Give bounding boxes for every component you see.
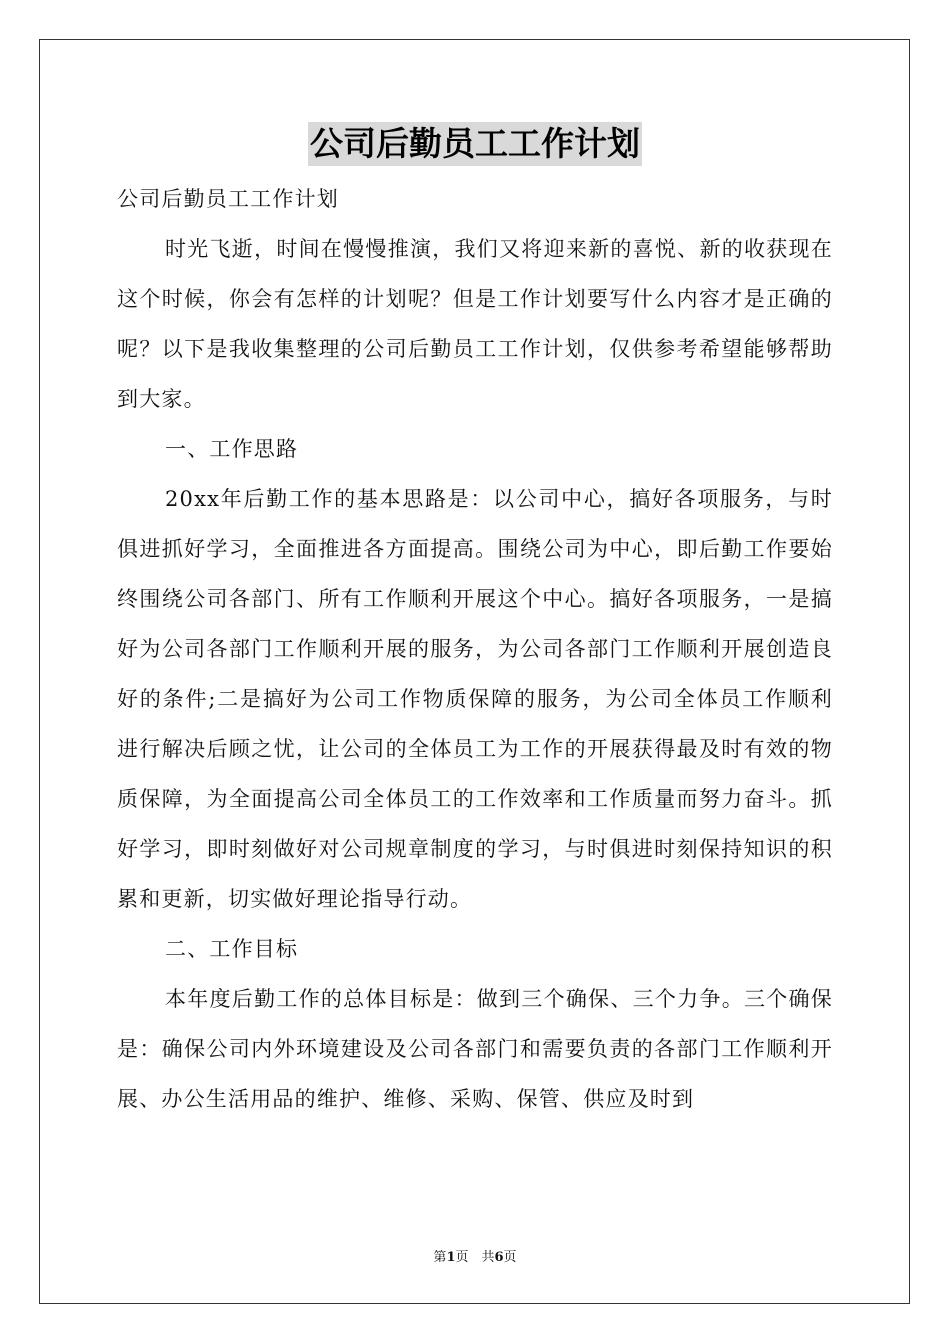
body-paragraph: 20xx年后勤工作的基本思路是：以公司中心，搞好各项服务，与时俱进抓好学习，全面推进各方面提高。围绕公司为中心，即后勤工作要始终围绕公司各部门、所有工作顺利开展这个中心。搞好各项服务，一是搞好为公司各部门工作顺利开展的服务，为公司各部门工作顺利开展创造良好的条件;二是搞好为公司工作物质保障的服务，为公司全体员工作顺利进行解决后顾之忧，让公司的全体员工为工作的开展获得最及时有效的物质保障，为全面提高公司全体员工的工作效率和工作质量而努力奋斗。抓好学习，即时刻做好对公司规章制度的学习，与时俱进时刻保持知识的积累和更新，切实做好理论指导行动。 [117, 487, 833, 911]
body-paragraph: 二、工作目标 [165, 937, 299, 961]
body-paragraph: 一、工作思路 [165, 437, 299, 461]
document-title: 公司后勤员工工作计划 [308, 122, 642, 166]
page-footer [0, 1246, 950, 1265]
footer-prefix: 第 [433, 1250, 447, 1265]
current-page-number: 1 [446, 1250, 456, 1265]
total-page-number: 6 [494, 1250, 504, 1265]
body-paragraph: 公司后勤员工工作计划 [117, 187, 339, 211]
title-container [0, 122, 950, 166]
body-paragraph: 时光飞逝，时间在慢慢推演，我们又将迎来新的喜悦、新的收获现在这个时候，你会有怎样的计划呢？但是工作计划要写什么内容才是正确的呢？以下是我收集整理的公司后勤员工工作计划，仅供参考希望能够帮助到大家。 [117, 237, 833, 411]
document-body [117, 174, 833, 1124]
footer-mid: 页 共 [455, 1250, 495, 1265]
body-paragraph: 本年度后勤工作的总体目标是：做到三个确保、三个力争。三个确保是：确保公司内外环境建设及公司各部门和需要负责的各部门工作顺利开展、办公生活用品的维护、维修、采购、保管、供应及时到 [117, 987, 833, 1111]
footer-suffix: 页 [503, 1250, 517, 1265]
